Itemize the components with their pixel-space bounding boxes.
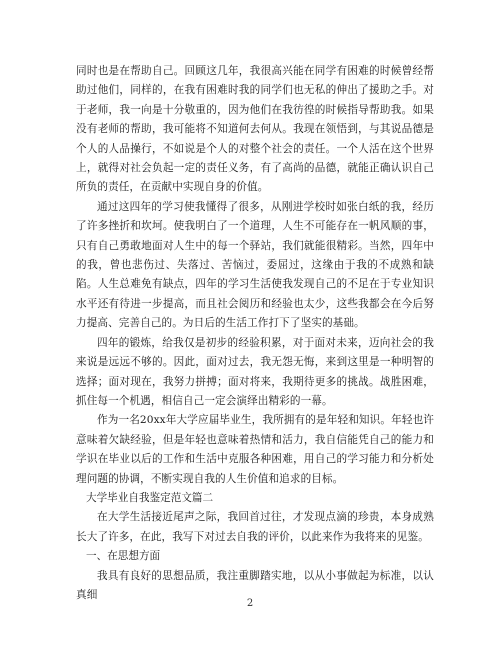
paragraph-6: 我具有良好的思想品质，我注重脚踏实地，以从小事做起为标准，以认真细 xyxy=(76,569,434,601)
document-body xyxy=(76,62,434,605)
paragraph-3: 四年的锻炼，给我仅是初步的经验积累，对于面对未来，迈向社会的我来说是远远不够的。因此，面对过去，我无怨无悔，来到这里是一种明智的选择；面对现在，我努力拼搏；面对将来，我期待更多的挑战。战胜困难，抓住每一个机遇，相信自己一定会演绎出精彩的一幕。 xyxy=(76,336,434,407)
subsection-heading: 一、在思想方面 xyxy=(86,550,161,563)
paragraph-5: 在大学生活接近尾声之际，我回首过往，才发现点滴的珍贵，本身成熟长大了许多，在此，我写下对过去自我的评价，以此来作为我将来的见鉴。 xyxy=(76,511,434,543)
paragraph-2: 通过这四年的学习使我懂得了很多，从刚进学校时如张白纸的我，经历了许多挫折和坎坷。使我明白了一个道理，人生不可能存在一帆风顺的事，只有自己勇敢地面对人生中的每一个驿站，我们就能很精彩。当然，四年中的我，曾也悲伤过、失落过、苦恼过，委屈过，这缘由于我的不成熟和缺陷。人生总难免有缺点，四年的学习生活使我发现自己的不足在于专业知识水平还有待进一步提高，而且社会阅历和经验也太少，这些我都会在今后努力提高、完善自己的。为日后的生活工作打下了坚实的基础。 xyxy=(76,200,434,330)
paragraph-1: 同时也是在帮助自己。回顾这几年，我很高兴能在同学有困难的时候曾经帮助过他们，同样的，在我有困难时我的同学们也无私的伸出了援助之手。对于老师，我一向是十分敬重的，因为他们在我彷徨的时候指导帮助我。如果没有老师的帮助，我可能将不知道何去何从。我现在领悟到，与其说品德是个人的人品操行，不如说是个人的对整个社会的责任。一个人活在这个世界上，就得对社会负起一定的责任义务，有了高尚的品德，就能正确认识自己所负的责任，在贡献中实现自身的价值。 xyxy=(76,65,434,194)
page-number: 2 xyxy=(246,598,254,609)
paragraph-4: 作为一名20xx年大学应届毕业生，我所拥有的是年轻和知识。年轻也许意味着欠缺经验，但是年轻也意味着热情和活力，我自信能凭自己的能力和学识在毕业以后的工作和生活中克服各种困难，用自己的学习能力和分析处理问题的协调，不断实现自我的人生价值和追求的目标。 xyxy=(76,414,434,485)
section-title: 大学毕业自我鉴定范文篇二 xyxy=(86,491,214,504)
